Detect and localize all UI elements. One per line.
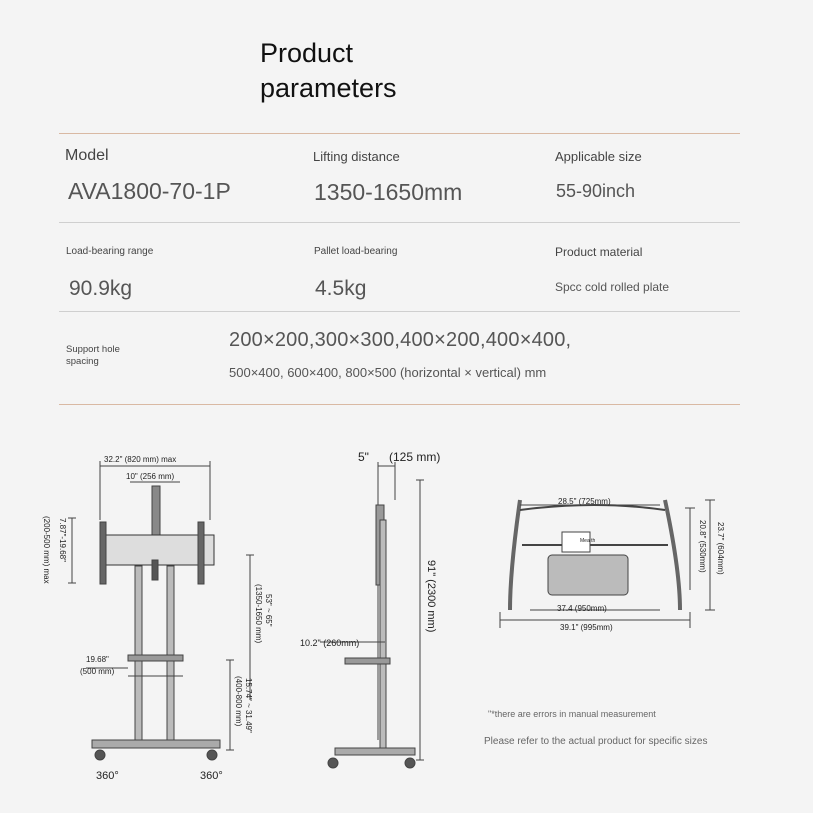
top-base-width: 37.4 (950mm) (557, 604, 607, 613)
top-inner-width: 28.5" (725mm) (558, 497, 611, 506)
top-depth-outer: 23.7" (604mm) (716, 522, 725, 575)
refer-actual-product-note: Please refer to the actual product for specific sizes (484, 736, 708, 747)
front-caster-right: 360° (200, 770, 223, 782)
front-tray-width-mm: (500 mm) (80, 667, 115, 676)
side-depth: 5" (358, 450, 369, 464)
hole-spacing-label-1: Support hole (66, 344, 120, 355)
front-view-diagram (68, 461, 254, 760)
pallet-load-label: Pallet load-bearing (314, 246, 398, 257)
side-tray-depth: 10.2" (260mm) (300, 638, 360, 648)
hole-spacing-value-1: 200×200,300×300,400×200,400×400, (229, 329, 572, 351)
front-vertical-range-mm: (200-500 mm) max (42, 516, 51, 584)
front-tray-width: 19.68" (86, 655, 109, 664)
front-inner-width: 10" (256 mm) (126, 472, 175, 481)
front-height-range: 53" ~ 65" (264, 594, 273, 627)
top-depth-inner: 20.8" (530mm) (698, 520, 707, 573)
title-line-2: parameters (260, 73, 397, 103)
front-height-range-mm: (1350-1650 mm) (254, 584, 263, 644)
hole-spacing-label-2: spacing (66, 356, 99, 367)
front-vertical-range: 7.87"-19.68" (58, 518, 67, 562)
hole-spacing-value-2: 500×400, 600×400, 800×500 (horizontal × vertical) mm (229, 365, 547, 380)
model-label: Model (65, 147, 109, 164)
top-view-diagram (500, 500, 715, 628)
lifting-distance-label: Lifting distance (313, 149, 400, 164)
front-tray-height: 15.74" ~ 31.49" (244, 678, 253, 733)
top-outer-width: 39.1" (995mm) (560, 623, 613, 632)
pallet-load-value: 4.5kg (315, 277, 367, 300)
applicable-size-value: 55-90inch (556, 181, 636, 201)
side-depth-mm: (125 mm) (389, 450, 441, 464)
front-caster-left: 360° (96, 770, 119, 782)
model-value: AVA1800-70-1P (68, 178, 231, 204)
lifting-distance-value: 1350-1650mm (314, 179, 463, 205)
front-tray-height-mm: (400-800 mm) (234, 676, 243, 727)
title-line-1: Product (260, 38, 354, 68)
load-bearing-label: Load-bearing range (66, 246, 154, 257)
side-view-diagram (320, 462, 424, 768)
front-max-width: 32.2" (820 mm) max (104, 455, 177, 464)
load-bearing-value: 90.9kg (69, 277, 133, 300)
side-total-height: 91" (2300 mm) (425, 560, 437, 633)
top-tag: Mea th (580, 538, 596, 544)
applicable-size-label: Applicable size (555, 149, 642, 164)
material-label: Product material (555, 245, 643, 259)
material-value: Spcc cold rolled plate (555, 280, 670, 294)
measurement-error-note: "*there are errors in manual measurement (488, 709, 656, 719)
